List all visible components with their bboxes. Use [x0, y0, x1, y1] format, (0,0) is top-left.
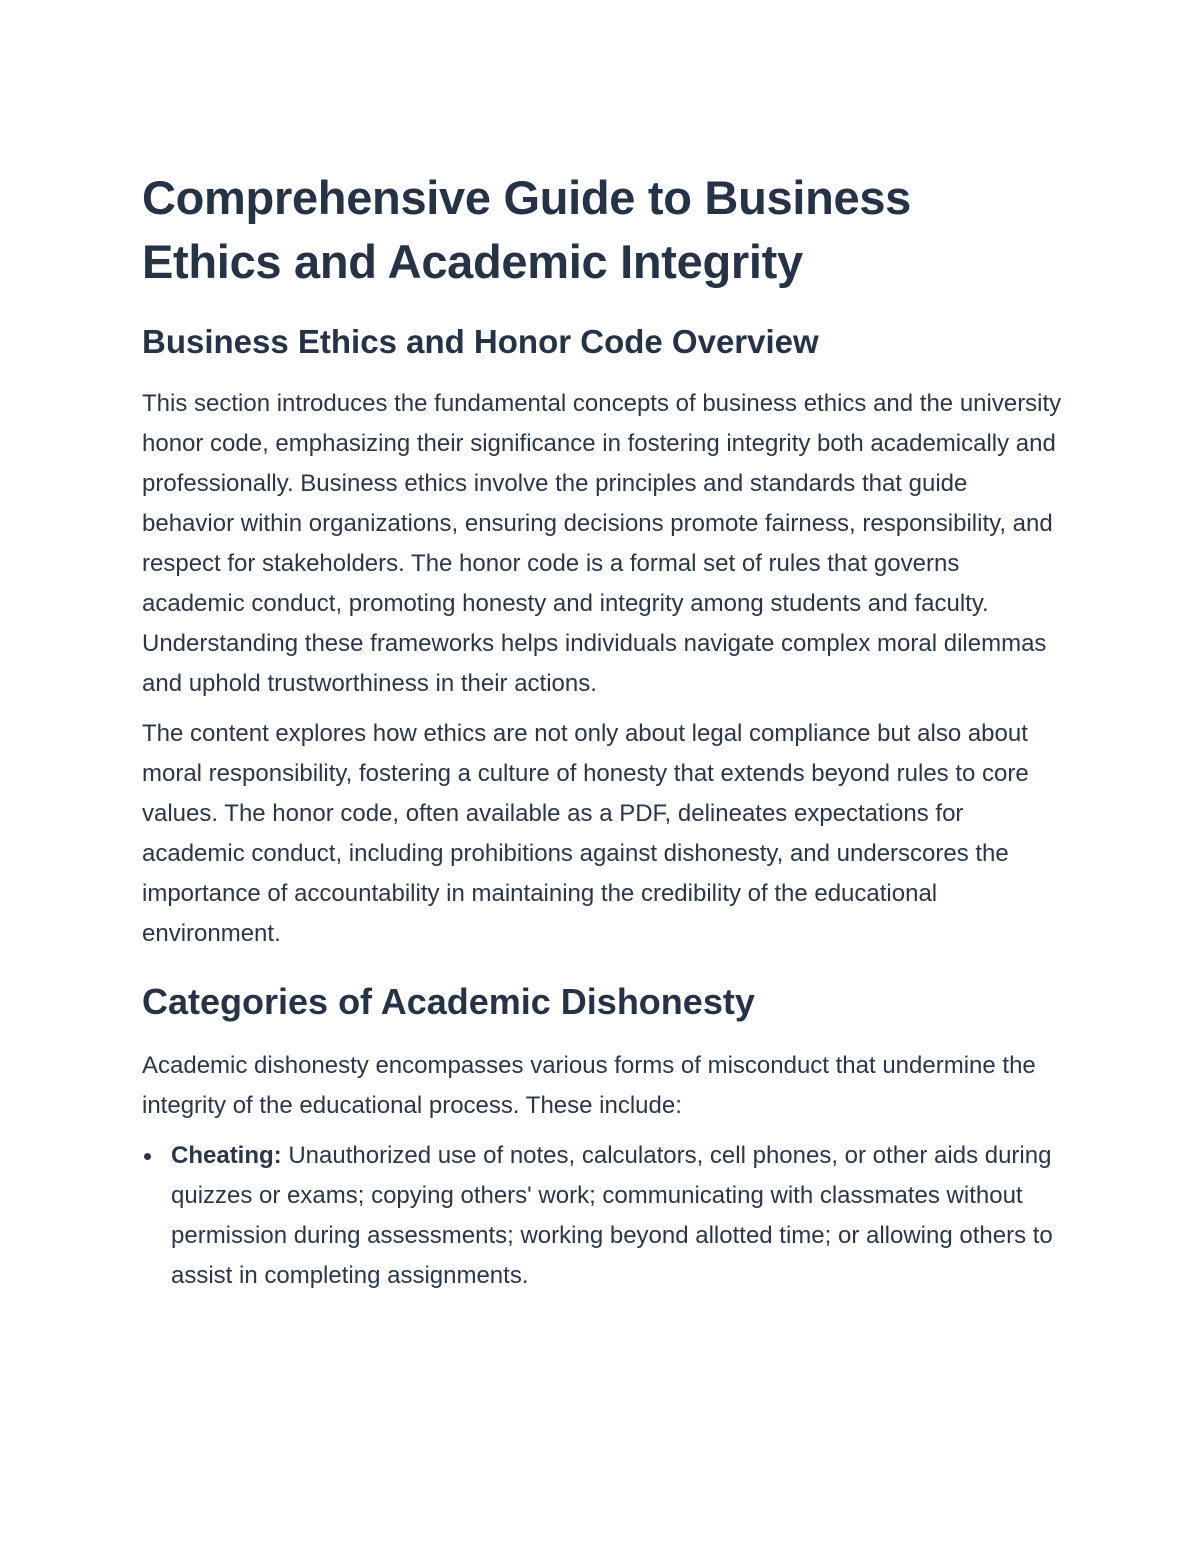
section-heading-overview: Business Ethics and Honor Code Overview	[142, 323, 819, 360]
section-heading-dishonesty: Categories of Academic Dishonesty	[142, 981, 755, 1022]
bullet-icon	[144, 1153, 151, 1160]
overview-paragraph-2: The content explores how ethics are not only about legal compliance but also about moral responsibility, fostering a culture of honesty that extends beyond rules to core values. The honor code, often available as a PDF, delineates expectations for academic conduct, including prohibitions against dishonesty, and underscores the importance of accountability in maintaining the credibility of the educational environment.	[142, 720, 1029, 947]
document-page	[142, 166, 1062, 1296]
list-item-text: Unauthorized use of notes, calculators, cell phones, or other aids during quizzes or exams; copying others' work; communicating with classmates without permission during assessments; working beyond allotted time; or allowing others to assist in completing assignments.	[171, 1142, 1053, 1289]
dishonesty-list	[142, 1136, 1062, 1296]
overview-paragraph-1: This section introduces the fundamental concepts of business ethics and the university honor code, emphasizing their significance in fostering integrity both academically and professionally. Business ethics involve the principles and standards that guide behavior within organizations, ensuring decisions promote fairness, responsibility, and respect for stakeholders. The honor code is a formal set of rules that governs academic conduct, promoting honesty and integrity among students and faculty. Understanding these frameworks helps individuals navigate complex moral dilemmas and uphold trustworthiness in their actions.	[142, 390, 1062, 697]
document-title: Comprehensive Guide to Business Ethics and Academic Integrity	[142, 171, 912, 288]
list-item-term: Cheating:	[171, 1142, 282, 1169]
dishonesty-intro-paragraph: Academic dishonesty encompasses various forms of misconduct that undermine the integrity of the educational process. These include:	[142, 1052, 1036, 1119]
list-item	[142, 1136, 1062, 1296]
